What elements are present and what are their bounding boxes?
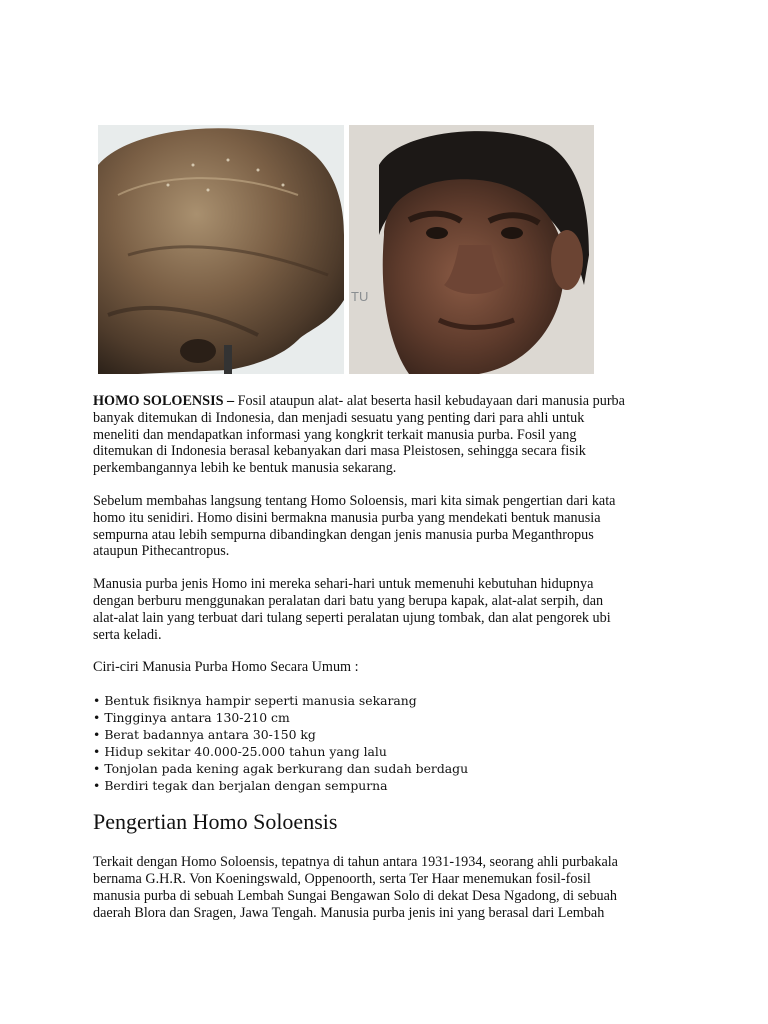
- reconstructed-face-image: [349, 125, 594, 374]
- paragraph-2: [93, 493, 681, 560]
- bullet: •: [93, 727, 101, 743]
- skull-illustration: [98, 125, 344, 374]
- intro-line: Fosil ataupun alat- alat beserta hasil kebudayaan dari manusia purba: [234, 393, 625, 409]
- section-title: Pengertian Homo Soloensis: [93, 809, 338, 835]
- bullet: •: [93, 761, 101, 777]
- intro-lead: HOMO SOLOENSIS –: [93, 393, 235, 409]
- paragraph-line: dengan berburu menggunakan peralatan dari batu yang berupa kapak, alat-alat serpih, dan: [93, 592, 604, 609]
- list-item: [93, 726, 681, 743]
- list-item: [93, 743, 681, 760]
- intro-line: meneliti dan mendapatkan informasi yang kongkrit terkait manusia purba. Fosil yang: [93, 426, 577, 443]
- image-row: [98, 125, 598, 375]
- bullet: •: [93, 710, 101, 726]
- intro-line: ditemukan di Indonesia berasal kebanyakan dari masa Pleistosen, sehingga secara fisik: [93, 443, 586, 460]
- trait-text: Bentuk fisiknya hampir seperti manusia sekarang: [104, 693, 417, 709]
- paragraph-line: ataupun Pithecantropus.: [93, 543, 230, 560]
- list-item: [93, 760, 681, 777]
- paragraph-line: homo itu senidiri. Homo disini bermakna manusia purba yang mendekati bentuk manusia: [93, 509, 601, 526]
- trait-text: Berat badannya antara 30-150 kg: [104, 727, 316, 743]
- intro-paragraph: [93, 393, 681, 477]
- paragraph-line: manusia purba di sebuah Lembah Sungai Bengawan Solo di dekat Desa Ngadong, di sebuah: [93, 887, 618, 904]
- list-item: [93, 777, 681, 794]
- skull-fossil-image: [98, 125, 344, 374]
- paragraph-line: Terkait dengan Homo Soloensis, tepatnya di tahun antara 1931-1934, seorang ahli purbakala: [93, 854, 618, 871]
- traits-list: [93, 692, 681, 794]
- intro-line: perkembangannya lebih ke bentuk manusia sekarang.: [93, 460, 397, 477]
- paragraph-line: sempurna atau lebih sempurna dibandingkan dengan jenis manusia purba Meganthropus: [93, 526, 594, 543]
- paragraph-3: [93, 576, 681, 643]
- traits-heading: Ciri-ciri Manusia Purba Homo Secara Umum :: [93, 659, 359, 676]
- paragraph-line: Manusia purba jenis Homo ini mereka sehari-hari untuk memenuhi kebutuhan hidupnya: [93, 576, 594, 593]
- list-item: [93, 709, 681, 726]
- paragraph-line: bernama G.H.R. Von Koeningswald, Oppenoorth, serta Ter Haar menemukan fosil-fosil: [93, 870, 591, 887]
- paragraph-4: [93, 854, 681, 921]
- trait-text: Hidup sekitar 40.000-25.000 tahun yang lalu: [104, 744, 387, 760]
- face-illustration: [349, 125, 594, 374]
- trait-text: Berdiri tegak dan berjalan dengan sempurna: [104, 778, 388, 794]
- trait-text: Tonjolan pada kening agak berkurang dan sudah berdagu: [104, 761, 469, 777]
- bullet: •: [93, 693, 101, 709]
- article-body: [93, 393, 681, 921]
- trait-text: Tingginya antara 130-210 cm: [104, 710, 290, 726]
- bullet: •: [93, 778, 101, 794]
- background-sign-text: TU: [351, 289, 369, 304]
- paragraph-line: Sebelum membahas langsung tentang Homo Soloensis, mari kita simak pengertian dari kata: [93, 492, 616, 509]
- paragraph-line: serta keladi.: [93, 626, 162, 643]
- list-item: [93, 692, 681, 709]
- paragraph-line: daerah Blora dan Sragen, Jawa Tengah. Manusia purba jenis ini yang berasal dari Lembah: [93, 904, 605, 921]
- paragraph-line: alat-alat lain yang terbuat dari tulang seperti peralatan ujung tombak, dan alat pengorek ubi: [93, 609, 611, 626]
- intro-line: banyak ditemukan di Indonesia, dan menjadi sesuatu yang penting dari para ahli untuk: [93, 409, 585, 426]
- bullet: •: [93, 744, 101, 760]
